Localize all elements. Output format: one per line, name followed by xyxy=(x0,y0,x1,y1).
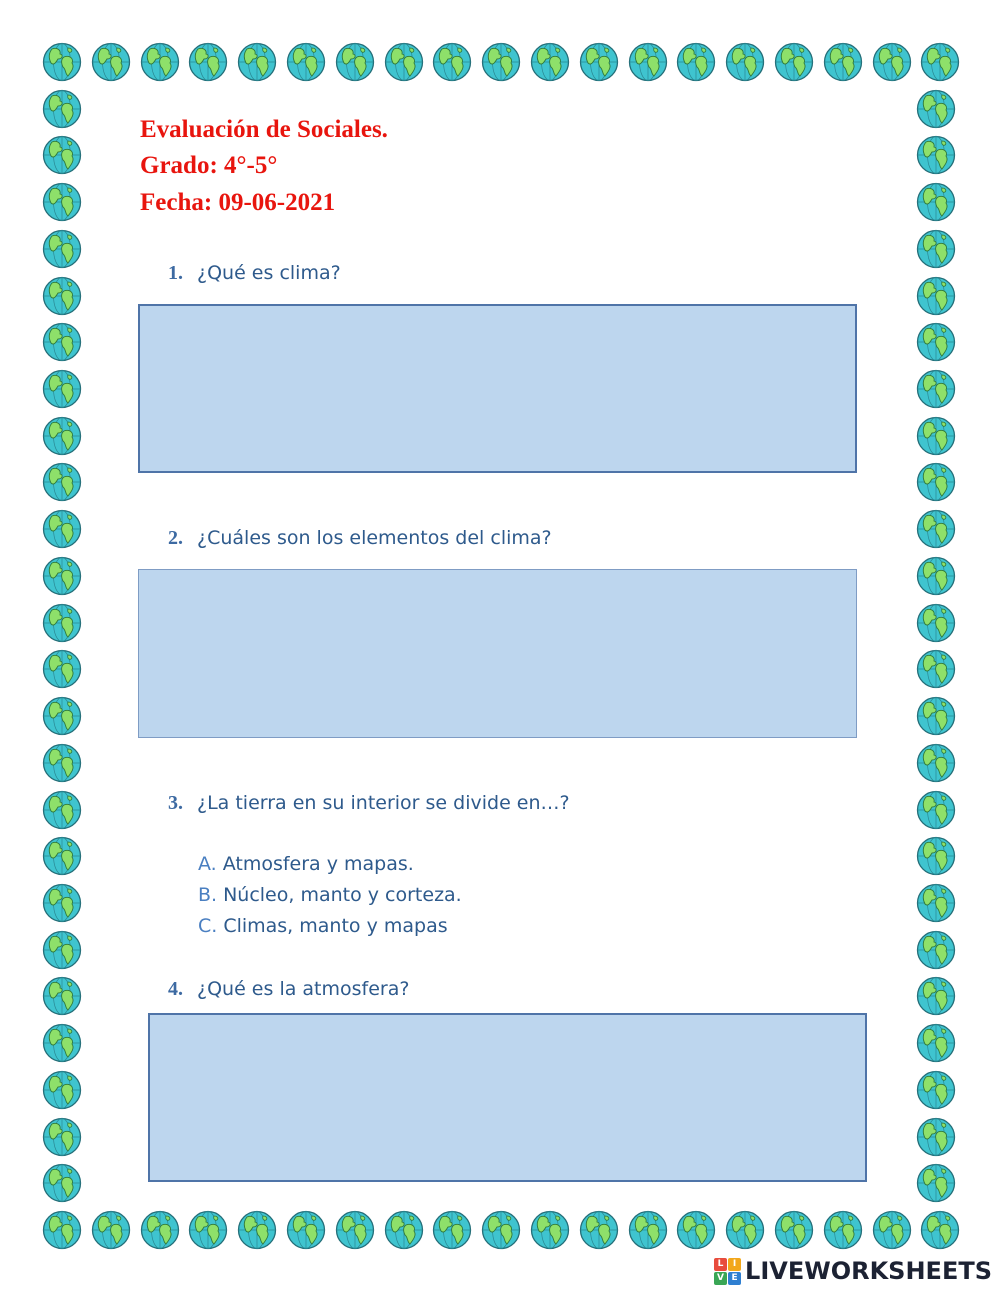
globe-icon xyxy=(916,1117,956,1157)
globe-icon xyxy=(579,1210,619,1250)
globe-icon xyxy=(432,1210,472,1250)
globe-icon xyxy=(335,42,375,82)
globe-icon xyxy=(286,1210,326,1250)
option-b-text: Núcleo, manto y corteza. xyxy=(223,884,462,906)
globe-icon xyxy=(579,42,619,82)
globe-icon xyxy=(42,976,82,1016)
globe-icon xyxy=(42,743,82,783)
globe-icon xyxy=(384,1210,424,1250)
globe-icon xyxy=(42,1210,82,1250)
question-1-number: 1. xyxy=(168,262,183,284)
question-3-text: ¿La tierra en su interior se divide en…? xyxy=(197,792,570,814)
globe-icon xyxy=(481,42,521,82)
globe-icon xyxy=(916,416,956,456)
logo-tile-e: E xyxy=(728,1272,741,1285)
globe-icon xyxy=(916,1163,956,1203)
globe-icon xyxy=(42,182,82,222)
globe-icon xyxy=(916,556,956,596)
globe-icon xyxy=(42,462,82,502)
globe-icon xyxy=(42,276,82,316)
globe-icon xyxy=(384,42,424,82)
question-1 xyxy=(168,262,341,285)
globe-icon xyxy=(916,790,956,830)
globe-icon xyxy=(916,930,956,970)
question-2-text: ¿Cuáles son los elementos del clima? xyxy=(197,527,552,549)
globe-icon xyxy=(42,135,82,175)
globe-icon xyxy=(920,42,960,82)
globe-icon xyxy=(42,1163,82,1203)
worksheet-title: Evaluación de Sociales. xyxy=(140,116,388,143)
globe-icon xyxy=(42,42,82,82)
globe-icon xyxy=(916,696,956,736)
globe-icon xyxy=(725,1210,765,1250)
globe-icon xyxy=(42,696,82,736)
globe-icon xyxy=(481,1210,521,1250)
option-c-letter: C. xyxy=(198,915,218,937)
globe-icon xyxy=(774,42,814,82)
question-3 xyxy=(168,792,570,815)
globe-icon xyxy=(916,462,956,502)
globe-icon xyxy=(916,322,956,362)
globe-icon xyxy=(140,1210,180,1250)
globe-icon xyxy=(42,229,82,269)
globe-icon xyxy=(91,1210,131,1250)
globe-icon xyxy=(676,42,716,82)
date-label: Fecha: 09-06-2021 xyxy=(140,189,336,216)
option-b[interactable] xyxy=(198,884,462,906)
option-a-text: Atmosfera y mapas. xyxy=(222,853,414,875)
question-4-text: ¿Qué es la atmosfera? xyxy=(197,978,410,1000)
globe-icon xyxy=(42,89,82,129)
globe-icon xyxy=(286,42,326,82)
globe-icon xyxy=(725,42,765,82)
globe-icon xyxy=(42,883,82,923)
logo-tile-l: L xyxy=(714,1258,727,1271)
globe-icon xyxy=(916,743,956,783)
logo-text: LIVEWORKSHEETS xyxy=(745,1257,992,1285)
globe-icon xyxy=(916,276,956,316)
globe-icon xyxy=(42,603,82,643)
globe-icon xyxy=(920,1210,960,1250)
option-b-letter: B. xyxy=(198,884,218,906)
globe-icon xyxy=(42,1070,82,1110)
globe-icon xyxy=(916,883,956,923)
globe-icon xyxy=(916,603,956,643)
globe-icon xyxy=(188,42,228,82)
globe-icon xyxy=(872,1210,912,1250)
globe-icon xyxy=(335,1210,375,1250)
answer-box-4[interactable] xyxy=(148,1013,867,1182)
globe-icon xyxy=(42,322,82,362)
question-2-number: 2. xyxy=(168,527,183,549)
question-4 xyxy=(168,978,409,1001)
globe-icon xyxy=(916,229,956,269)
globe-icon xyxy=(42,836,82,876)
globe-icon xyxy=(42,556,82,596)
globe-icon xyxy=(628,1210,668,1250)
answer-box-1[interactable] xyxy=(138,304,857,473)
globe-icon xyxy=(188,1210,228,1250)
globe-icon xyxy=(628,42,668,82)
globe-icon xyxy=(916,135,956,175)
logo-tile-v: V xyxy=(714,1272,727,1285)
globe-icon xyxy=(774,1210,814,1250)
logo-tile-i: I xyxy=(728,1258,741,1271)
globe-icon xyxy=(42,930,82,970)
liveworksheets-logo xyxy=(714,1256,992,1286)
globe-icon xyxy=(530,1210,570,1250)
globe-icon xyxy=(872,42,912,82)
option-a[interactable] xyxy=(198,853,414,875)
globe-icon xyxy=(916,182,956,222)
globe-icon xyxy=(140,42,180,82)
globe-icon xyxy=(916,1023,956,1063)
question-4-number: 4. xyxy=(168,978,183,1000)
option-c-text: Climas, manto y mapas xyxy=(223,915,448,937)
globe-icon xyxy=(916,509,956,549)
globe-icon xyxy=(42,416,82,456)
globe-icon xyxy=(42,369,82,409)
globe-icon xyxy=(42,1023,82,1063)
globe-icon xyxy=(91,42,131,82)
globe-icon xyxy=(237,1210,277,1250)
question-1-text: ¿Qué es clima? xyxy=(197,262,341,284)
globe-icon xyxy=(42,509,82,549)
globe-icon xyxy=(916,976,956,1016)
globe-icon xyxy=(42,790,82,830)
grade-label: Grado: 4°-5° xyxy=(140,152,278,179)
globe-icon xyxy=(916,836,956,876)
answer-box-2[interactable] xyxy=(138,569,857,738)
globe-icon xyxy=(42,1117,82,1157)
logo-tiles-icon xyxy=(714,1258,741,1285)
globe-icon xyxy=(530,42,570,82)
option-c[interactable] xyxy=(198,915,448,937)
globe-icon xyxy=(916,1070,956,1110)
question-2 xyxy=(168,527,552,550)
globe-icon xyxy=(676,1210,716,1250)
globe-icon xyxy=(916,369,956,409)
globe-icon xyxy=(42,649,82,689)
globe-icon xyxy=(916,89,956,129)
globe-icon xyxy=(916,649,956,689)
question-3-number: 3. xyxy=(168,792,183,814)
globe-icon xyxy=(823,1210,863,1250)
globe-icon xyxy=(432,42,472,82)
option-a-letter: A. xyxy=(198,853,217,875)
globe-icon xyxy=(237,42,277,82)
globe-icon xyxy=(823,42,863,82)
